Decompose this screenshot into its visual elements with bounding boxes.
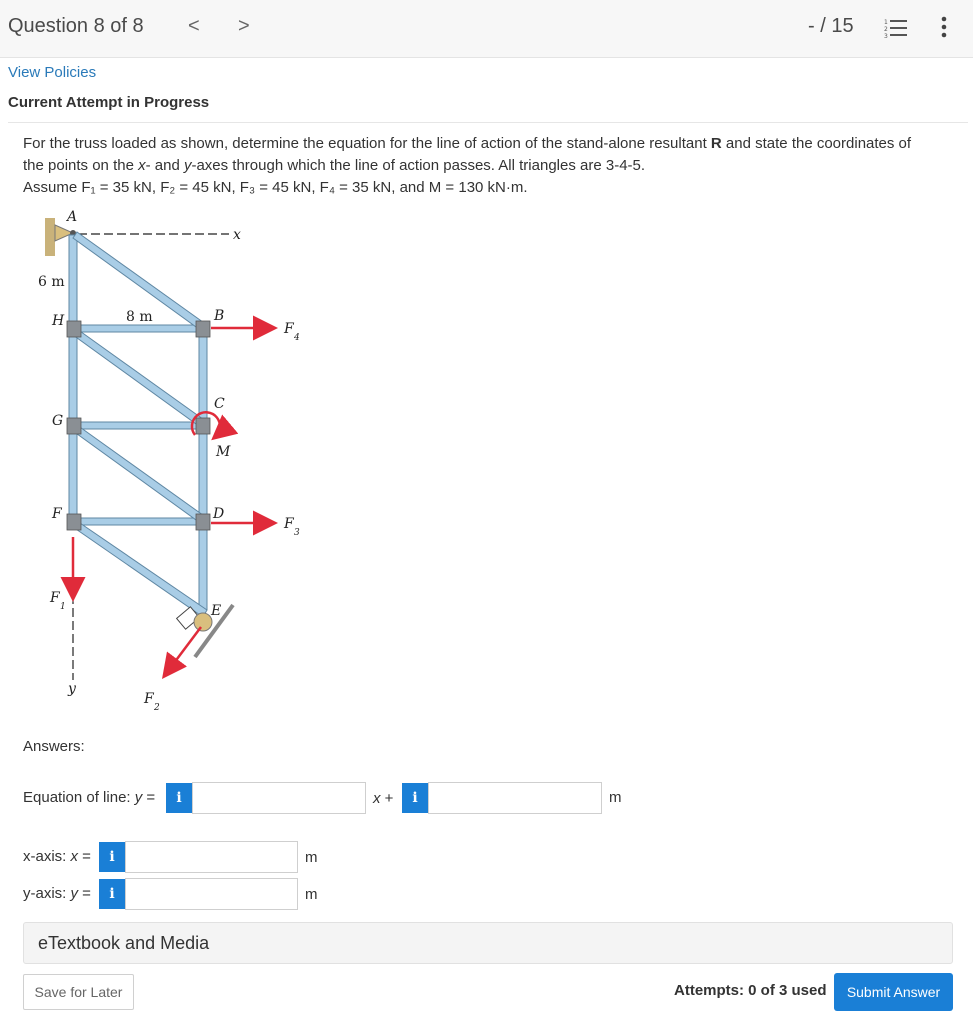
joint-d [196, 514, 210, 530]
problem-text: For the truss loaded as shown, determine the equation for the line of action of the stand-alone resultant [23, 135, 711, 152]
question-header [0, 0, 973, 58]
label-f1: F [50, 590, 60, 606]
truss-members [69, 232, 207, 617]
intercept-input[interactable] [428, 782, 602, 814]
dim-six-m: 6 m [38, 274, 65, 290]
force-f2-arrow [165, 627, 201, 675]
resultant-symbol: R [710, 135, 722, 152]
x-axis-label [23, 848, 91, 865]
label-g: G [52, 413, 64, 429]
label-x: x [233, 227, 241, 243]
x-axis-label-text: x-axis: [23, 848, 71, 865]
joint-g [67, 418, 81, 434]
joint-h [67, 321, 81, 337]
member-hb [73, 325, 203, 332]
plus-label [373, 790, 393, 807]
y-variable: y [183, 157, 192, 174]
more-vertical-icon[interactable] [932, 15, 956, 39]
etextbook-media-button[interactable]: eTextbook and Media [23, 922, 953, 964]
member-gd [73, 425, 207, 525]
equation-label [23, 789, 155, 806]
svg-text:1: 1 [884, 19, 888, 26]
label-f2-sub: 2 [154, 703, 160, 713]
label-e: E [211, 603, 222, 619]
joint-c [196, 418, 210, 434]
wall-support [45, 218, 55, 256]
label-f3-sub: 3 [294, 528, 300, 538]
label-a: A [67, 209, 78, 225]
answers-heading: Answers: [23, 738, 85, 755]
member-gc [73, 422, 203, 429]
slope-input[interactable] [192, 782, 366, 814]
x-axis-var: x [70, 848, 79, 865]
view-policies-link[interactable]: View Policies [8, 64, 97, 81]
x-variable: x [138, 157, 146, 174]
joint-f [67, 514, 81, 530]
y-axis-unit: m [305, 886, 318, 903]
y-axis-label-text: y-axis: [23, 885, 71, 902]
label-h: H [52, 313, 65, 329]
given-values: Assume F₁ = 35 kN, F₂ = 45 kN, F₃ = 45 kN, F₄ = 35 kN, and M = 130 kN·m. [23, 179, 528, 196]
equation-label-text: Equation of line: [23, 789, 135, 806]
y-axis-info-button[interactable]: i [99, 879, 125, 909]
divider [8, 122, 968, 123]
question-counter: Question 8 of 8 [8, 15, 144, 37]
submit-answer-button[interactable]: Submit Answer [834, 973, 953, 1011]
svg-text:2: 2 [884, 26, 888, 33]
intercept-info-button[interactable]: i [402, 783, 428, 813]
member-fe [73, 521, 207, 617]
member-right-vertical [199, 328, 207, 610]
member-hc [73, 329, 207, 429]
member-left-vertical [69, 235, 77, 525]
label-m: M [216, 444, 231, 460]
attempts-counter: Attempts: 0 of 3 used [674, 982, 827, 999]
problem-text: the points on the [23, 157, 139, 174]
label-f3: F [284, 516, 294, 532]
equation-var: y [134, 789, 143, 806]
intercept-unit: m [609, 789, 622, 806]
truss-figure [23, 205, 323, 720]
x-axis-info-button[interactable]: i [99, 842, 125, 872]
label-f4: F [284, 321, 294, 337]
score-display: - / 15 [808, 15, 854, 37]
next-question-button[interactable]: > [238, 15, 250, 37]
y-axis-input[interactable] [125, 878, 298, 910]
svg-text:3: 3 [884, 33, 888, 39]
y-axis-label [23, 885, 91, 902]
problem-statement [23, 133, 958, 199]
joint-e-roller [194, 613, 212, 631]
joint-b [196, 321, 210, 337]
save-for-later-button[interactable]: Save for Later [23, 974, 134, 1010]
equation-eq: = [142, 789, 156, 806]
label-b: B [214, 308, 225, 324]
plus-text: + [380, 790, 394, 807]
label-c: C [214, 396, 225, 412]
label-y: y [68, 681, 76, 697]
x-axis-input[interactable] [125, 841, 298, 873]
slope-info-button[interactable]: i [166, 783, 192, 813]
label-f1-sub: 1 [60, 602, 66, 612]
attempt-status: Current Attempt in Progress [8, 94, 210, 111]
problem-text: -axes through which the line of action passes. All triangles are 3-4-5. [191, 157, 646, 174]
plus-var: x [373, 790, 381, 807]
y-axis-var: y [70, 885, 79, 902]
label-f2: F [144, 691, 154, 707]
y-axis-eq: = [78, 885, 91, 902]
list-icon[interactable] [884, 17, 908, 39]
label-f4-sub: 4 [294, 333, 300, 343]
x-axis-eq: = [78, 848, 91, 865]
problem-text: and state the coordinates of [721, 135, 912, 152]
previous-question-button[interactable]: < [188, 15, 200, 37]
label-d: D [213, 506, 225, 522]
dim-eight-m: 8 m [126, 309, 153, 325]
member-fd [73, 518, 203, 525]
x-axis-unit: m [305, 849, 318, 866]
label-f: F [52, 506, 62, 522]
problem-text: - and [145, 157, 184, 174]
